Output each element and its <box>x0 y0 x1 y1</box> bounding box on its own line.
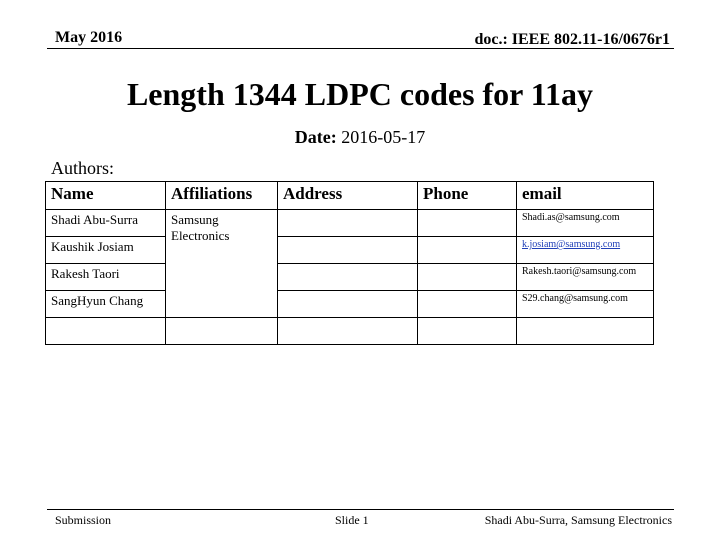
date-line <box>0 127 720 148</box>
table-row <box>46 210 654 237</box>
author-name: Kaushik Josiam <box>46 237 166 264</box>
slide-title: Length 1344 LDPC codes for 11ay <box>126 76 594 112</box>
author-address <box>278 210 418 237</box>
author-phone <box>418 210 517 237</box>
author-affiliation: Samsung Electronics <box>166 210 278 318</box>
table-row <box>46 237 654 264</box>
date-value: 2016-05-17 <box>341 127 426 147</box>
author-phone <box>418 237 517 264</box>
author-name: Rakesh Taori <box>46 264 166 291</box>
author-email: Rakesh.taori@samsung.com <box>517 264 654 291</box>
footer-slide-number: Slide 1 <box>335 513 369 527</box>
header-date: May 2016 <box>55 29 123 46</box>
author-email: Shadi.as@samsung.com <box>517 210 654 237</box>
footer-submission: Submission <box>55 513 112 527</box>
authors-table <box>45 181 654 345</box>
author-email: S29.chang@samsung.com <box>517 291 654 318</box>
author-address <box>278 264 418 291</box>
table-row <box>46 264 654 291</box>
author-address <box>278 291 418 318</box>
header-rule <box>47 48 674 49</box>
header-address: Address <box>278 182 418 210</box>
author-address <box>278 237 418 264</box>
header-affiliations: Affiliations <box>166 182 278 210</box>
table-header-row <box>46 182 654 210</box>
empty-cell <box>418 318 517 345</box>
empty-cell <box>278 318 418 345</box>
header-doc-id: doc.: IEEE 802.11-16/0676r1 <box>474 31 670 48</box>
table-row-empty <box>46 318 654 345</box>
footer-rule <box>47 509 674 510</box>
author-phone <box>418 264 517 291</box>
empty-cell <box>166 318 278 345</box>
header-email: email <box>517 182 654 210</box>
footer-author: Shadi Abu-Surra, Samsung Electronics <box>484 513 672 527</box>
author-name: Shadi Abu-Surra <box>46 210 166 237</box>
author-email-cell <box>517 237 654 264</box>
author-phone <box>418 291 517 318</box>
header-phone: Phone <box>418 182 517 210</box>
author-email-link[interactable]: k.josiam@samsung.com <box>522 239 621 250</box>
header-name: Name <box>46 182 166 210</box>
table-row <box>46 291 654 318</box>
authors-label: Authors: <box>51 158 114 178</box>
date-label: Date: <box>294 127 337 147</box>
author-name: SangHyun Chang <box>46 291 166 318</box>
empty-cell <box>46 318 166 345</box>
empty-cell <box>517 318 654 345</box>
